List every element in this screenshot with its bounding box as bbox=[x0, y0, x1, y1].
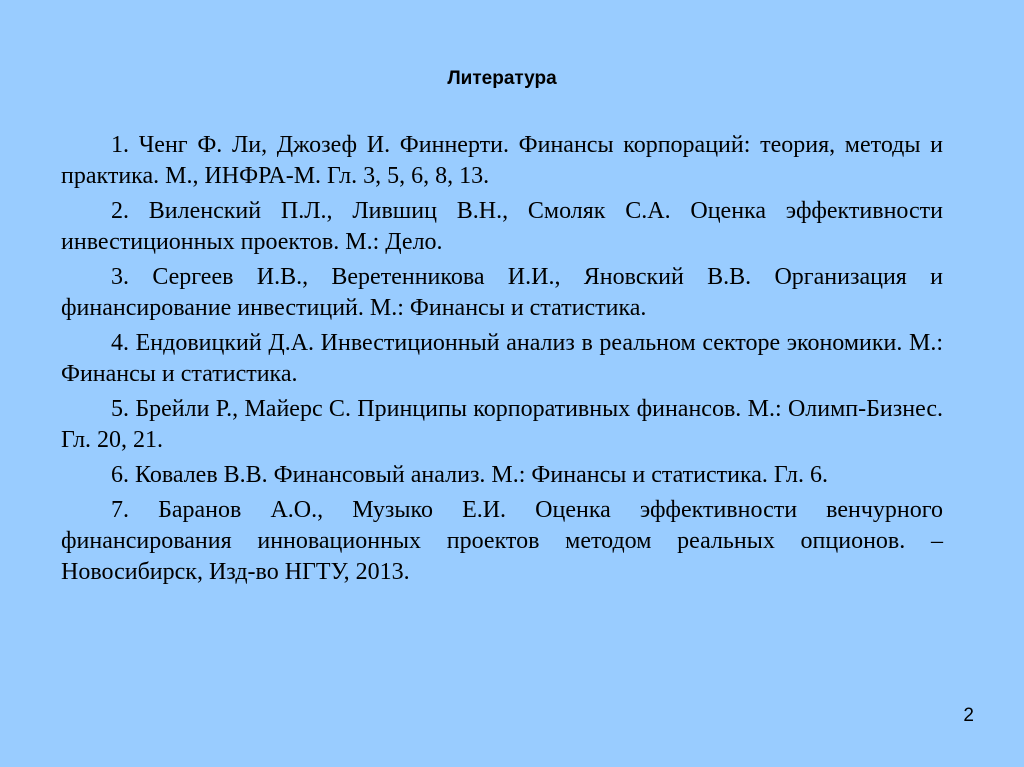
reference-item-4 bbox=[61, 328, 943, 390]
reference-item-1 bbox=[61, 130, 943, 192]
reference-item-2 bbox=[61, 196, 943, 258]
reference-number: 6. bbox=[111, 462, 129, 488]
reference-item-6 bbox=[61, 460, 943, 491]
reference-number: 2. bbox=[111, 198, 129, 224]
reference-number: 1. bbox=[111, 132, 129, 158]
reference-text: Баранов А.О., Музыко Е.И. Оценка эффективности венчурного финансирования инновационных проектов методом реальных опционов. – Новосибирск, Изд-во НГТУ, 2013. bbox=[61, 497, 943, 585]
reference-text: Брейли Р., Майерс С. Принципы корпоративных финансов. М.: Олимп-Бизнес. Гл. 20, 21. bbox=[61, 396, 943, 453]
reference-text: Ковалев В.В. Финансовый анализ. М.: Финансы и статистика. Гл. 6. bbox=[135, 462, 828, 488]
reference-number: 4. bbox=[111, 330, 129, 356]
reference-text: Виленский П.Л., Лившиц В.Н., Смоляк С.А. Оценка эффективности инвестиционных проектов. М.: Дело. bbox=[61, 198, 943, 255]
reference-list bbox=[61, 130, 943, 592]
reference-text: Сергеев И.В., Веретенникова И.И., Яновский В.В. Организация и финансирование инвестиций. М.: Финансы и статистика. bbox=[61, 264, 943, 321]
reference-number: 7. bbox=[111, 497, 129, 523]
reference-item-5 bbox=[61, 394, 943, 456]
reference-item-7 bbox=[61, 495, 943, 588]
reference-number: 5. bbox=[111, 396, 129, 422]
slide-title: Литература bbox=[447, 68, 557, 89]
page-number: 2 bbox=[963, 705, 974, 726]
reference-text: Ендовицкий Д.А. Инвестиционный анализ в реальном секторе экономики. М.: Финансы и статистика. bbox=[61, 330, 944, 387]
reference-item-3 bbox=[61, 262, 943, 324]
reference-number: 3. bbox=[111, 264, 129, 290]
reference-text: Ченг Ф. Ли, Джозеф И. Финнерти. Финансы корпораций: теория, методы и практика. М., ИНФРА-М. Гл. 3, 5, 6, 8, 13. bbox=[61, 132, 943, 189]
